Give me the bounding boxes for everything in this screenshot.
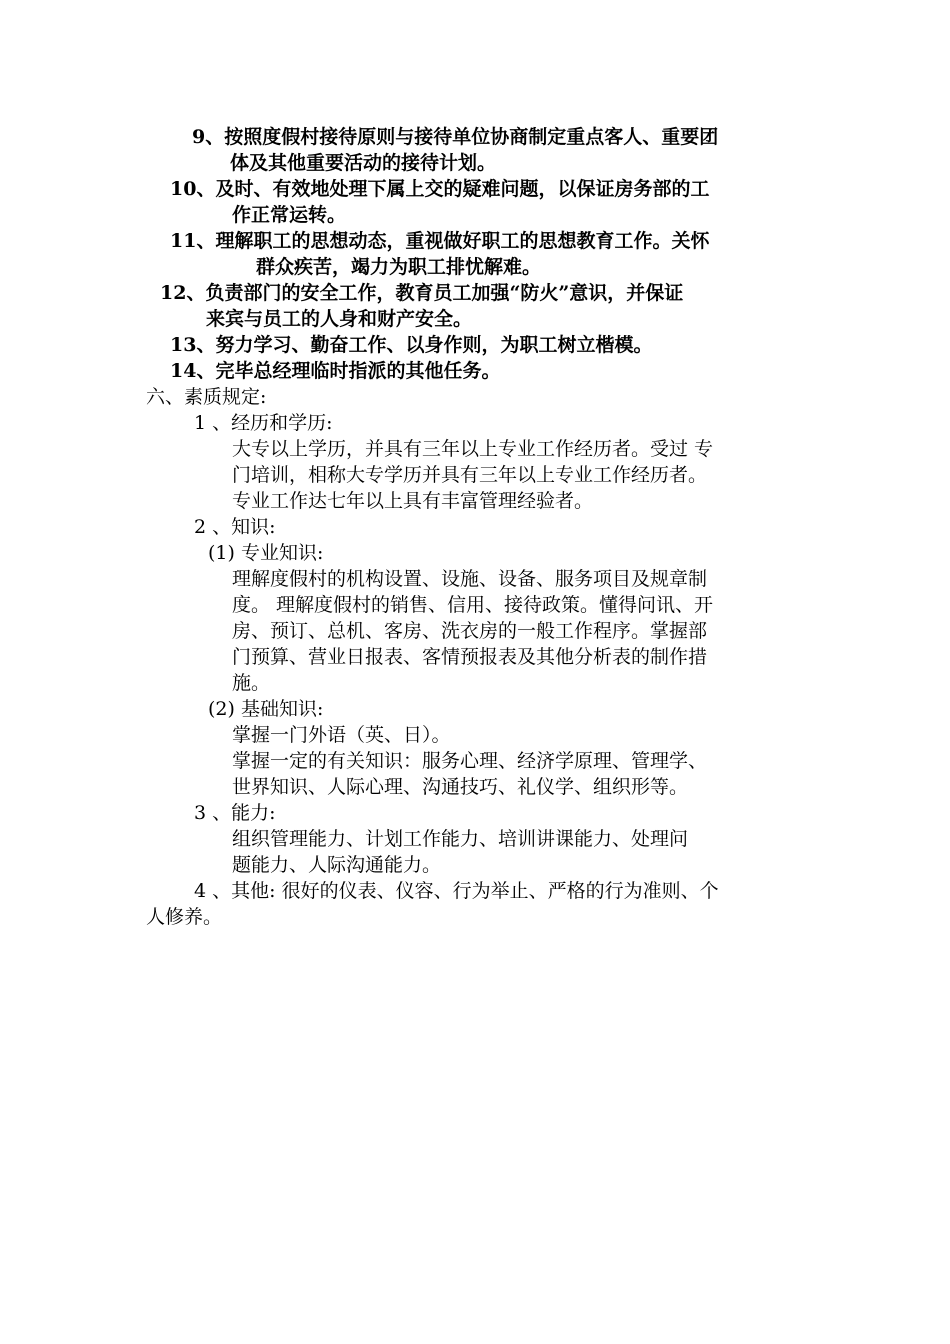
- duty-14: 14、完毕总经理临时指派的其他任务。: [170, 360, 501, 382]
- professional-knowledge-line-4: 门预算、营业日报表、客情预报表及其他分析表的制作措: [232, 646, 708, 668]
- duty-12-line-2: 来宾与员工的人身和财产安全。: [206, 308, 473, 330]
- professional-knowledge-heading: (1) 专业知识:: [208, 542, 324, 564]
- ability-line-1: 组织管理能力、计划工作能力、培训讲课能力、处理问: [232, 828, 689, 850]
- professional-knowledge-line-2: 度。 理解度假村的销售、信用、接待政策。懂得问讯、开: [232, 594, 714, 616]
- education-line-2: 门培训，相称大专学历并具有三年以上专业工作经历者。: [232, 464, 708, 486]
- ability-heading: 3 、能力:: [194, 802, 276, 824]
- duty-11-line-1: 11、理解职工的思想动态，重视做好职工的思想教育工作。关怀: [170, 230, 710, 252]
- basic-knowledge-line-3: 世界知识、人际心理、沟通技巧、礼仪学、组织形等。: [232, 776, 689, 798]
- duty-13: 13、努力学习、勤奋工作、以身作则，为职工树立楷模。: [170, 334, 653, 356]
- education-heading: 1 、经历和学历:: [194, 412, 333, 434]
- education-line-1: 大专以上学历，并具有三年以上专业工作经历者。受过 专: [232, 438, 714, 460]
- education-line-3: 专业工作达七年以上具有丰富管理经验者。: [232, 490, 594, 512]
- professional-knowledge-line-5: 施。: [232, 672, 271, 694]
- basic-knowledge-heading: (2) 基础知识:: [208, 698, 324, 720]
- section-heading-quality: 六、素质规定:: [146, 386, 267, 408]
- duty-11-line-2: 群众疾苦，竭力为职工排忧解难。: [256, 256, 542, 278]
- professional-knowledge-line-3: 房、预订、总机、客房、洗衣房的一般工作程序。掌握部: [232, 620, 708, 642]
- professional-knowledge-line-1: 理解度假村的机构设置、设施、设备、服务项目及规章制: [232, 568, 708, 590]
- other-line-2: 人修养。: [146, 906, 223, 928]
- duty-9-line-2: 体及其他重要活动的接待计划。: [230, 152, 497, 174]
- duty-9-line-1: 9、按照度假村接待原则与接待单位协商制定重点客人、重要团: [192, 126, 719, 148]
- duty-12-line-1: 12、负责部门的安全工作，教育员工加强“防火”意识，并保证: [160, 282, 684, 304]
- basic-knowledge-line-2: 掌握一定的有关知识：服务心理、经济学原理、管理学、: [232, 750, 708, 772]
- basic-knowledge-line-1: 掌握一门外语（英、日）。: [232, 724, 451, 746]
- duty-10-line-2: 作正常运转。: [232, 204, 347, 226]
- knowledge-heading: 2 、知识:: [194, 516, 276, 538]
- other-line-1: 4 、其他: 很好的仪表、仪容、行为举止、严格的行为准则、个: [194, 880, 719, 902]
- duty-10-line-1: 10、及时、有效地处理下属上交的疑难问题，以保证房务部的工: [170, 178, 710, 200]
- ability-line-2: 题能力、人际沟通能力。: [232, 854, 442, 876]
